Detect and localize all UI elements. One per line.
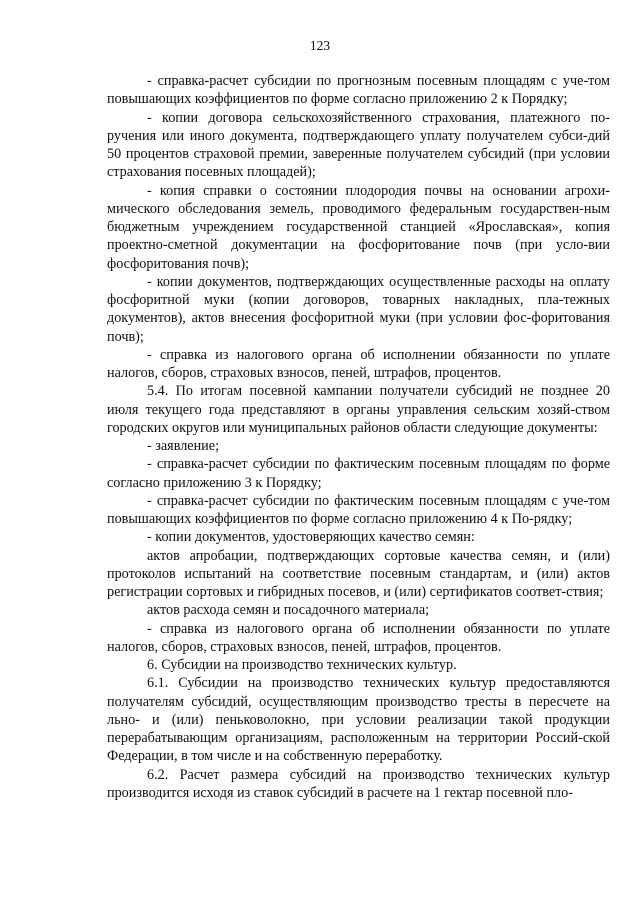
section-6-heading: 6. Субсидии на производство технических культур. [147,657,457,673]
paragraph: - копии документов, подтверждающих осуществленные расходы на оплату фосфоритной муки (копии договоров, товарных накладных, пла-тежных документов), актов внесения фосфоритной муки (при условии фос-форитования почв); [107,273,610,345]
paragraph: - заявление; [147,438,220,454]
page-number: 123 [309,38,331,53]
paragraph: - справка из налогового органа об исполнении обязанности по уплате налогов, сборов, страховых взносов, пеней, штрафов, процентов. [107,346,610,381]
paragraph: - справка из налогового органа об исполнении обязанности по уплате налогов, сборов, страховых взносов, пеней, штрафов, процентов. [107,620,610,655]
section-6-2-paragraph: 6.2. Расчет размера субсидий на производство технических культур производится исходя из ставок субсидий в расчете на 1 гектар посевной пло- [107,766,610,801]
paragraph: - копии документов, удостоверяющих качество семян: [147,529,475,546]
body-text [107,72,610,802]
paragraph: - копии договора сельскохозяйственного страхования, платежного по-ручения или иного документа, подтверждающего уплату получателем субси-дий 50 процентов страховой премии, заверенные получателем субсидий (при условии страхования посевных площадей); [107,109,610,181]
section-5-4-paragraph: 5.4. По итогам посевной кампании получатели субсидий не позднее 20 июля текущего года представляют в органы управления сельским хозяй-ством городских округов или муниципальных районов области следующие документы: [107,383,610,436]
paragraph: - справка-расчет субсидии по фактическим посевным площадям по форме согласно приложению 3 к Порядку; [107,456,610,491]
paragraph: - копия справки о состоянии плодородия почвы на основании агрохи-мического обследования земель, проводимого федеральным государствен-ным бюджетным учреждением государственной станцией «Ярославская», копия проектно-сметной документации на фосфоритование почв (при усло-вии фосфоритования почв); [107,182,610,272]
paragraph: - справка-расчет субсидии по фактическим посевным площадям с уче-том повышающих коэффициентов по форме согласно приложению 4 к По-рядку; [107,492,610,527]
paragraph: - справка-расчет субсидии по прогнозным посевным площадям с уче-том повышающих коэффициентов по форме согласно приложению 2 к Порядку; [107,73,610,108]
paragraph: актов расхода семян и посадочного материала; [147,602,430,619]
paragraph: актов апробации, подтверждающих сортовые качества семян, и (или) протоколов испытаний на соответствие посевным стандартам, и (или) актов регистрации сортовых и гибридных посевов, и (или) сертификатов соответ-ствия; [107,547,610,600]
section-6-1-paragraph: 6.1. Субсидии на производство технических культур предоставляются получателям субсидий, осуществляющим производство тресты в пересчете на льно- и (или) пеньковолокно, при условии реализации такой продукции перерабатывающим организациям, расположенным на территории Россий-ской Федерации, в том числе и на собственную переработку. [107,675,610,765]
